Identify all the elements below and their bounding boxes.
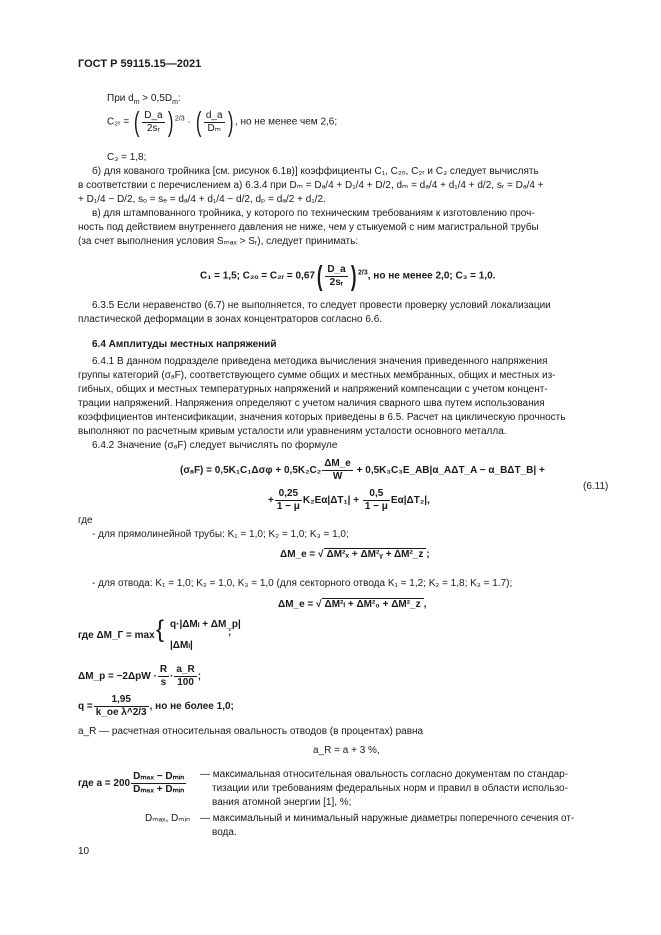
section-heading-6-4: 6.4 Амплитуды местных напряжений — [92, 339, 277, 350]
d-symbols: Dₘₐₓ, Dₘᵢₙ — [145, 813, 191, 824]
paragraph-c-line3: (за счет выполнения условия Sₘₐₓ > Sᵣ), следует принимать: — [78, 236, 359, 247]
formula-a: где a = 200 $\frac{\text{Dₘₐₓ − Dₘᵢₙ}}{\text{Dₘₐₓ + Dₘᵢₙ}}$ — [78, 771, 185, 795]
formula-dmp: ΔM_p = −2ΔpW · $\frac{R}{s}$ · $\frac{a\_R}{100}$ ; — [78, 664, 202, 688]
a-definition-line3: вания атомной энергии [1], %; — [212, 797, 352, 808]
max-option-1: q·|ΔMₗ + ΔM_p| — [170, 619, 241, 630]
d-definition-line2: вода. — [212, 827, 237, 838]
paragraph-635-line2: пластической деформации в зонах концентраторов согласно 6.6. — [78, 314, 383, 325]
formula-6-11-line2: + $\frac{0,25}{1 - \mu}$ K₂Eα|ΔT₁| + $\frac{0,5}{1 - \mu}$ Eα|ΔT₂|, — [268, 488, 430, 512]
paragraph-641-line5: коэффициентов интенсификации, значения которых приведены в 6.5. Расчет на циклическую прочность — [78, 412, 566, 423]
formula-c2r: C₂ᵣ = ( $\frac{D\_a}{\text{2sᵣ}}$ ) $^{2/3}$ · ( $\frac{d\_a}{\text{Dₘ}}$ ) , но не менее чем 2,6; — [107, 106, 338, 137]
formula-dm-bend: ΔM_e = √ ΔM²ₗ + ΔM²₀ + ΔM²_z , — [278, 599, 427, 610]
paragraph-635-line1: 6.3.5 Если неравенство (6.7) не выполняется, то следует провести проверку условий локализации — [92, 300, 551, 311]
max-option-2: |ΔMₗ| — [170, 640, 193, 651]
paragraph-641-line2: группы категорий (σₐF), соответствующего сумме общих и местных мембранных, общих и местных из- — [78, 370, 556, 381]
paragraph-641-line4: трации напряжений. Напряжения определяют с учетом наличия сварного шва путем использования — [78, 398, 545, 409]
a-definition-line1: — максимальная относительная овальность согласно документам по стандар- — [200, 769, 569, 780]
page-number: 10 — [78, 846, 90, 857]
d-definition-line1: — максимальный и минимальный наружные диаметры поперечного сечения от- — [200, 813, 575, 824]
paragraph-b-line3: + D₁/4 − D/2, sₒ = sₑ = dₐ/4 + d₁/4 − d/2, dₚ = dₐ/2 + d₁/2. — [78, 194, 326, 205]
paragraph-642: 6.4.2 Значение (σₐF) следует вычислять по формуле — [92, 440, 338, 451]
document-id: ГОСТ Р 59115.15—2021 — [78, 58, 202, 70]
formula-c1-stamped: C₁ = 1,5; C₂ₒ = C₂ᵣ = 0,67( $\frac{D\_a}{\text{2sᵣ}}$ ) $^{2/3}$, но не менее 2,0; C₃ = 1,0. — [200, 260, 496, 291]
paragraph-c-line2: ность под действием внутреннего давления не ниже, чем у стыкуемой с ним магистральной трубы — [78, 222, 539, 233]
paragraph-c-line1: в) для штампованного тройника, у которого по техническим требованиям к изготовлению проч- — [92, 208, 535, 219]
formula-q: q = $\frac{1,95}{\text{k\_oe λ\textasciicircum{}2/3}}$ , но не более 1,0; — [78, 694, 234, 718]
equation-number: (6.11) — [583, 481, 609, 492]
formula-dm-pipe: ΔM_e = √ ΔM²ₓ + ΔM²ᵧ + ΔM²_z ; — [280, 549, 430, 560]
paragraph-b-line1: б) для кованого тройника [см. рисунок 6.1в)] коэффициенты C₁, C₂ₒ, C₂ᵣ и C₃ следует вычислять — [92, 166, 539, 177]
paragraph-641-line1: 6.4.1 В данном подразделе приведена методика вычисления значения приведенного напряжения — [92, 356, 548, 367]
brace-left: { — [156, 616, 165, 643]
formula-6-11-line1: (σₐF) = 0,5K₁C₁Δσφ + 0,5K₂C₂ $\frac{\Delta M\_e}{W}$ + 0,5K₃C₃E_AB|α_AΔT_A − α_BΔT_B| + — [180, 458, 545, 482]
where-label: где — [78, 515, 93, 526]
straight-pipe-coefficients: - для прямолинейной трубы: K₁ = 1,0; K₂ = 1,0; K₃ = 1,0; — [92, 529, 349, 540]
a-definition-line2: тизации или требованиям федеральных норм и правил в области использо- — [212, 783, 568, 794]
bend-coefficients: - для отвода: K₁ = 1,0; K₂ = 1,0, K₃ = 1,0 (для секторного отвода K₁ = 1,2; K₂ = 1,8; K₃ = 1.7); — [92, 578, 513, 589]
paragraph-b-line2: в соответствии с перечислением а) 6.3.4 при Dₘ = Dₐ/4 + D₁/4 + D/2, dₘ = dₐ/4 + d₁/4 + d/2, sᵣ = Dₐ/4 + — [78, 180, 544, 191]
max-end: ; — [228, 627, 232, 638]
ar-equation: a_R = a + 3 %, — [313, 745, 380, 756]
formula-max: где ΔM_Г = max — [78, 630, 155, 641]
paragraph-641-line3: гибных, общих и местных температурных напряжений и напряжений компенсации с учетом концент- — [78, 384, 548, 395]
ar-definition: a_R — расчетная относительная овальность отводов (в процентах) равна — [78, 726, 424, 737]
paragraph-641-line6: выполняют по расчетным кривым усталости или уравнениям усталости основного металла. — [78, 426, 507, 437]
c3-line: C₃ = 1,8; — [107, 152, 147, 163]
condition-line: При $d_m > 0,5D_m$: — [107, 93, 181, 106]
